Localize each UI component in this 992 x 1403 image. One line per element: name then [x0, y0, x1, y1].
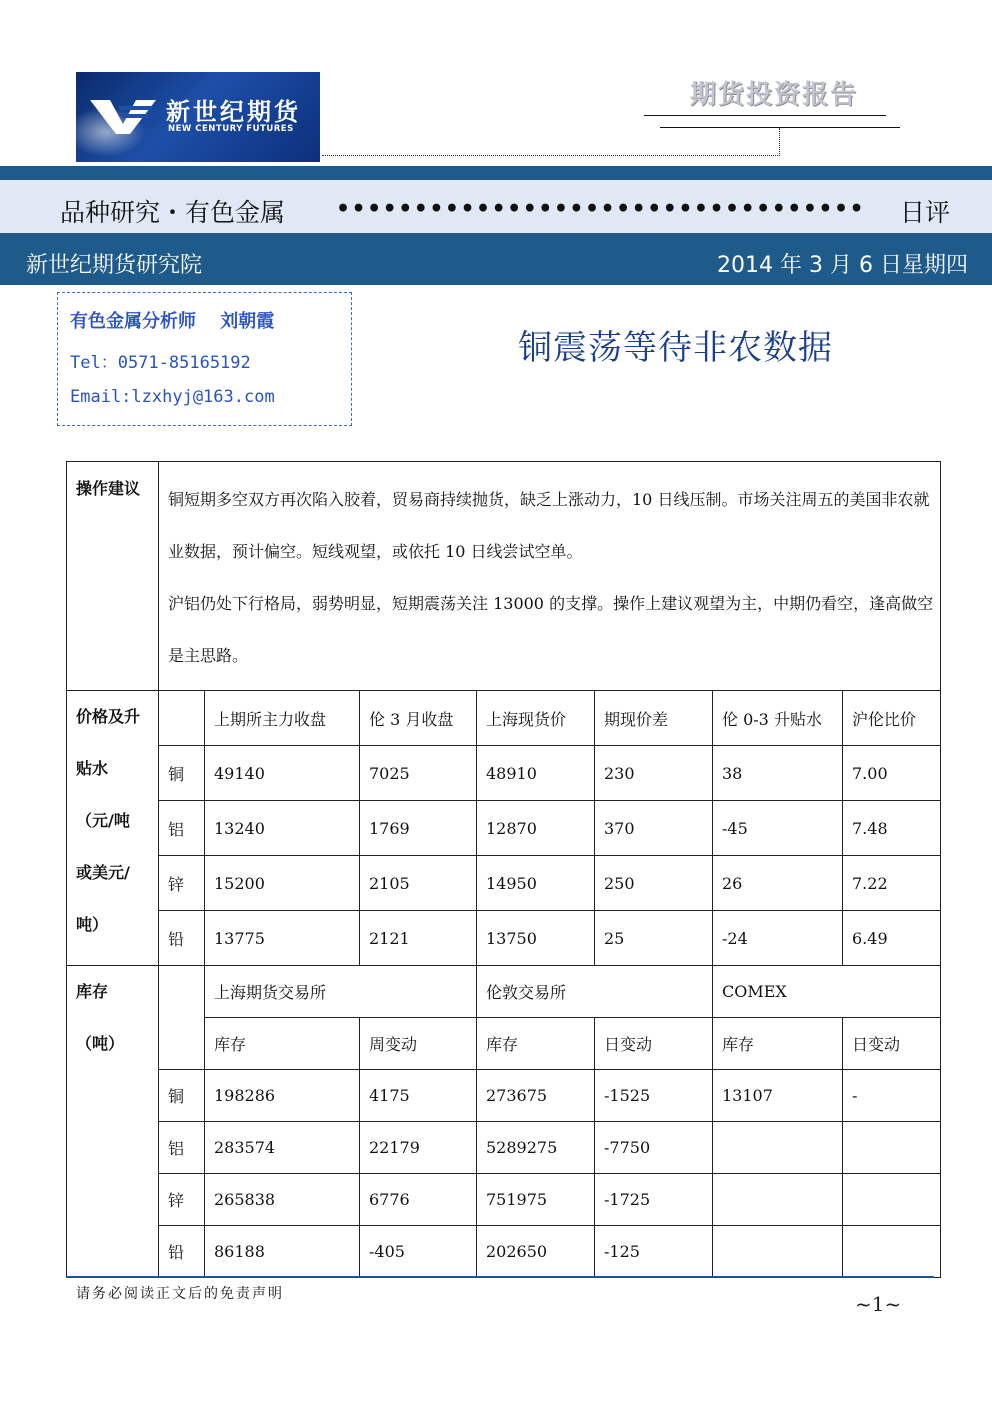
advice-row [67, 462, 941, 691]
column-header: 伦 3 月收盘 [360, 691, 477, 746]
column-header: 周变动 [360, 1018, 477, 1070]
price-label-line: 吨） [76, 915, 109, 934]
table-cell: 265838 [205, 1174, 360, 1226]
price-label-line: 价格及升 [76, 707, 141, 726]
metal-label: 铅 [159, 1226, 205, 1278]
table-cell: 15200 [205, 856, 360, 911]
table-cell [843, 1122, 941, 1174]
price-section-label [67, 691, 159, 966]
table-row [67, 1070, 941, 1122]
metal-label: 锌 [159, 856, 205, 911]
advice-paragraph-aluminum: 沪铝仍处下行格局，弱势明显，短期震荡关注 13000 的支撑。操作上建议观望为主，中期仍看空，逢高做空是主思路。 [168, 594, 934, 665]
table-cell: 22179 [360, 1122, 477, 1174]
exchange-header-row [67, 966, 941, 1018]
table-cell: 1769 [360, 801, 477, 856]
table-row [67, 911, 941, 966]
table-row [67, 801, 941, 856]
report-frequency: 日评 [900, 198, 951, 227]
logo-text-en: NEW CENTURY FUTURES [168, 124, 294, 134]
exchange-header: COMEX [713, 966, 941, 1018]
column-header: 日变动 [843, 1018, 941, 1070]
table-cell: 751975 [477, 1174, 595, 1226]
column-header: 日变动 [595, 1018, 713, 1070]
page-number: ~1~ [855, 1292, 902, 1316]
table-cell [159, 966, 205, 1070]
exchange-header: 伦敦交易所 [477, 966, 713, 1018]
table-row [67, 856, 941, 911]
analyst-name: 有色金属分析师 刘朝霞 [70, 311, 275, 332]
company-logo [76, 72, 320, 162]
column-header: 库存 [205, 1018, 360, 1070]
category-title: 品种研究・有色金属 [60, 198, 286, 227]
table-row [67, 1122, 941, 1174]
price-label-line: （元/吨 [76, 811, 130, 830]
market-data-table [66, 461, 941, 1278]
table-cell: 14950 [477, 856, 595, 911]
table-cell: -7750 [595, 1122, 713, 1174]
column-header: 期现价差 [595, 691, 713, 746]
analyst-tel: Tel：0571-85165192 [70, 353, 251, 373]
table-cell: 13750 [477, 911, 595, 966]
exchange-header: 上海期货交易所 [205, 966, 477, 1018]
table-cell: - [843, 1070, 941, 1122]
table-cell: 13240 [205, 801, 360, 856]
header-rule-2 [660, 127, 900, 128]
table-cell: 86188 [205, 1226, 360, 1278]
column-header: 上期所主力收盘 [205, 691, 360, 746]
header-dotted-rule [322, 155, 780, 156]
advice-paragraph-copper: 铜短期多空双方再次陷入胶着，贸易商持续抛货，缺乏上涨动力，10 日线压制。市场关注周五的美国非农就业数据，预计偏空。短线观望，或依托 10 日线尝试空单。 [168, 490, 930, 561]
table-cell [159, 691, 205, 746]
metal-label: 铅 [159, 911, 205, 966]
table-cell: 2121 [360, 911, 477, 966]
logo-text-cn: 新世纪期货 [166, 98, 301, 126]
category-leader-dots: •••••••••••••••••••••••••••••••••• [336, 196, 866, 222]
table-cell: 4175 [360, 1070, 477, 1122]
stock-label-line: 库存 [76, 982, 109, 1001]
table-cell: 250 [595, 856, 713, 911]
table-cell: 2105 [360, 856, 477, 911]
table-cell: 198286 [205, 1070, 360, 1122]
price-label-line: 或美元/ [76, 863, 130, 882]
column-header: 库存 [477, 1018, 595, 1070]
table-cell: 13107 [713, 1070, 843, 1122]
disclaimer-text: 请务必阅读正文后的免责声明 [76, 1286, 284, 1302]
table-cell: -125 [595, 1226, 713, 1278]
table-cell [843, 1174, 941, 1226]
advice-label: 操作建议 [67, 462, 159, 691]
table-cell: 370 [595, 801, 713, 856]
table-cell: 5289275 [477, 1122, 595, 1174]
stock-label-line: （吨） [76, 1034, 125, 1053]
table-cell: -1725 [595, 1174, 713, 1226]
advice-text [159, 462, 941, 691]
footer-rule [66, 1276, 934, 1278]
price-label-line: 贴水 [76, 759, 109, 778]
table-cell: 7.00 [843, 746, 941, 801]
table-cell [713, 1122, 843, 1174]
table-cell: -45 [713, 801, 843, 856]
institute-name: 新世纪期货研究院 [26, 253, 203, 278]
table-cell: 12870 [477, 801, 595, 856]
column-header: 库存 [713, 1018, 843, 1070]
table-cell: 7.22 [843, 856, 941, 911]
table-cell: -405 [360, 1226, 477, 1278]
report-type-title: 期货投资报告 [690, 80, 859, 110]
table-cell [713, 1174, 843, 1226]
metal-label: 铝 [159, 801, 205, 856]
table-cell: 49140 [205, 746, 360, 801]
table-cell: 13775 [205, 911, 360, 966]
column-header: 上海现货价 [477, 691, 595, 746]
table-cell: 26 [713, 856, 843, 911]
column-header: 伦 0-3 升贴水 [713, 691, 843, 746]
table-cell: 273675 [477, 1070, 595, 1122]
table-cell: 7025 [360, 746, 477, 801]
metal-label: 铝 [159, 1122, 205, 1174]
table-row [67, 1174, 941, 1226]
logo-mark-icon [90, 96, 156, 136]
table-cell: 7.48 [843, 801, 941, 856]
metal-label: 铜 [159, 746, 205, 801]
header-band-top [0, 166, 992, 180]
column-header: 沪伦比价 [843, 691, 941, 746]
analyst-email[interactable]: Email:lzxhyj@163.com [70, 387, 275, 407]
header-dotted-connector [779, 128, 780, 156]
table-cell: -1525 [595, 1070, 713, 1122]
table-row [67, 746, 941, 801]
table-cell: 230 [595, 746, 713, 801]
table-row [67, 1226, 941, 1278]
metal-label: 铜 [159, 1070, 205, 1122]
report-headline: 铜震荡等待非农数据 [518, 328, 833, 368]
table-cell: -24 [713, 911, 843, 966]
table-cell: 6.49 [843, 911, 941, 966]
table-cell: 48910 [477, 746, 595, 801]
table-cell: 6776 [360, 1174, 477, 1226]
analyst-info-box [57, 292, 352, 426]
table-cell [713, 1226, 843, 1278]
stock-section-label [67, 966, 159, 1278]
table-cell: 283574 [205, 1122, 360, 1174]
header-rule-1 [644, 115, 886, 116]
report-date: 2014 年 3 月 6 日星期四 [717, 253, 968, 278]
metal-label: 锌 [159, 1174, 205, 1226]
price-header-row [67, 691, 941, 746]
table-cell: 202650 [477, 1226, 595, 1278]
table-cell: 25 [595, 911, 713, 966]
table-cell: 38 [713, 746, 843, 801]
table-cell [843, 1226, 941, 1278]
